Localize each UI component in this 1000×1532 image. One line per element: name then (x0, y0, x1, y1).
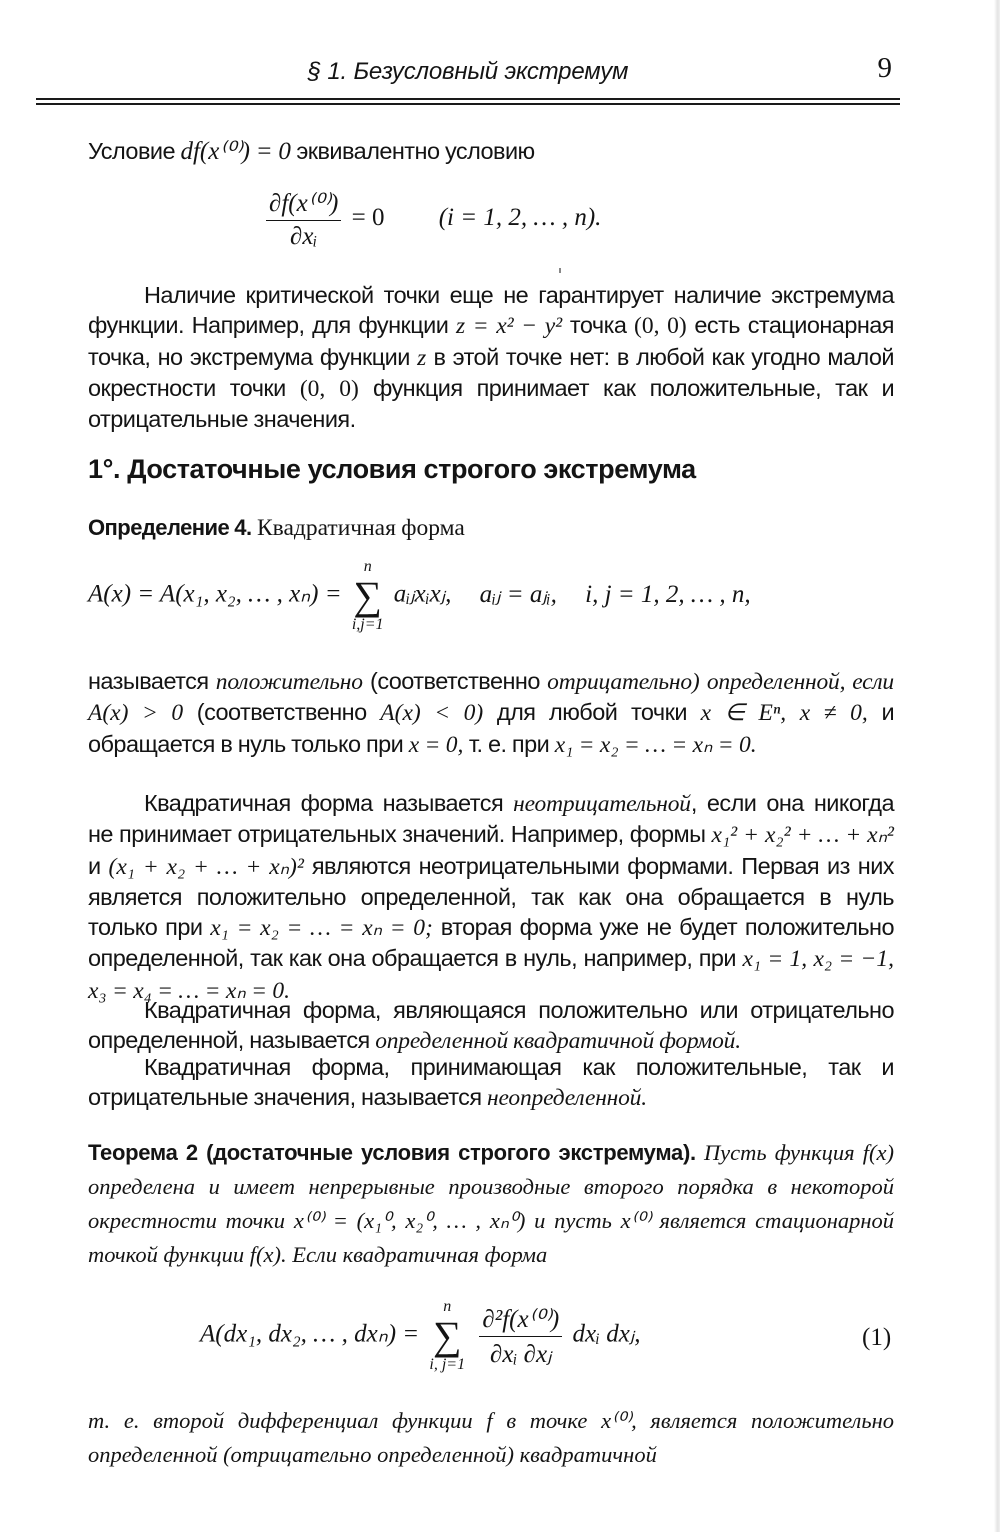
header-rule-top (36, 98, 900, 100)
numerator: ∂²f(x⁽⁰⁾) (482, 1305, 560, 1333)
emphasis: определенной, если (706, 669, 894, 695)
text: и пусть (534, 1208, 612, 1233)
math: z (417, 344, 427, 371)
theorem-continuation (88, 1404, 894, 1472)
text: функция принимает как положительные, так и отрицательные значения. (88, 374, 895, 433)
intro-line (88, 136, 894, 167)
text: в точке (506, 1408, 588, 1433)
text: Квадратичная форма, принимающая как положительные, так и отрицательные значения, называется (88, 1054, 894, 1111)
math: f(x). (249, 1242, 287, 1267)
text: вторая форма уже не будет положительно определенной, так как она обращается в нуль, например, при (88, 914, 895, 972)
sum-operator (429, 1298, 465, 1374)
section-title: § 1. Безусловный экстремум (307, 58, 629, 85)
math: x₁ = x₂ = … = xₙ = 0. (554, 731, 757, 758)
equals-zero: = 0 (351, 204, 385, 232)
formula-second-differential (200, 1298, 640, 1374)
paragraph-nonnegative (88, 788, 894, 1006)
summand: aᵢⱼxᵢxⱼ, (393, 580, 452, 608)
math: x₁² + x₂² + … + xₙ² (711, 822, 894, 849)
math: f(x) (862, 1140, 895, 1165)
emphasis: положительно (215, 669, 363, 695)
page-edge-shadow (994, 0, 1000, 1532)
text: , если она никогда не принимает отрицательных значений. Например, формы (88, 790, 894, 848)
denominator: ∂xᵢ (266, 220, 341, 251)
math: (0, 0) (634, 313, 687, 340)
lhs: A(x) = A(x₁, x₂, … , xₙ) = (88, 580, 342, 608)
text: (соответственно (196, 699, 367, 726)
math: A(x) < 0) (380, 700, 484, 727)
fraction (479, 1304, 562, 1369)
text: Если квадратичная форма (292, 1242, 548, 1267)
text: в этой точке нет: в любой как угодно малой окрестности точки (88, 343, 895, 401)
text: и (88, 852, 101, 879)
index-range: (i = 1, 2, … , n). (438, 204, 602, 232)
sigma-symbol: ∑ (353, 573, 382, 618)
math: (x₁ + x₂ + … + xₙ)² (108, 853, 304, 880)
text: т. е. при (468, 730, 550, 757)
math: f (486, 1408, 493, 1433)
definition-text: Квадратичная форма (257, 515, 465, 541)
theorem-2 (88, 1136, 894, 1272)
text: Квадратичная форма, являющаяся положительно или отрицательно определенной, называется (88, 997, 894, 1054)
text: (соответственно (370, 668, 540, 694)
theorem-label: Теорема 2 (достаточные условия строгого экстремума). (88, 1140, 696, 1165)
header-rule-bottom (36, 103, 900, 105)
sum-operator (352, 558, 384, 634)
intro-math: df(x⁽⁰⁾) = 0 (180, 138, 291, 165)
text: Наличие критической точки еще не гарантирует наличие экстремума функции. Например, для функции (88, 282, 894, 339)
differentials: dxᵢ dxⱼ, (572, 1320, 641, 1348)
math: x₁ = x₂ = … = xₙ = 0; (210, 915, 433, 942)
text: и обращается в нуль только при (88, 699, 895, 757)
formula-quadratic-form (88, 558, 751, 634)
page-number: 9 (877, 52, 892, 84)
formula-partial-derivative (262, 188, 601, 251)
sum-upper: n (443, 1298, 452, 1315)
text: Пусть функция (703, 1140, 855, 1165)
fraction (266, 188, 341, 251)
symmetry-condition: aᵢⱼ = aⱼᵢ, (479, 580, 557, 608)
text: для любой точки (496, 699, 687, 726)
text: Квадратичная форма называется (144, 790, 504, 816)
text: называется (88, 668, 209, 694)
sum-upper: n (363, 558, 372, 575)
lhs: A(dx₁, dx₂, … , dxₙ) = (200, 1320, 420, 1348)
math: x ∈ Eⁿ, x ≠ 0, (700, 700, 868, 727)
math: A(x) > 0 (88, 700, 184, 727)
running-head (36, 52, 900, 98)
emphasis: отрицательно) (547, 669, 700, 695)
intro-prefix: Условие (88, 138, 175, 164)
math: z = x² − y² (456, 313, 563, 340)
equation-number: (1) (862, 1324, 892, 1351)
text: есть стационарная точка, но экстремума функции (88, 312, 894, 370)
sum-lower: i,j=1 (351, 616, 384, 633)
denominator: ∂xᵢ ∂xⱼ (479, 1336, 562, 1369)
emphasis: неотрицательной (513, 791, 691, 817)
math: x⁽⁰⁾ (620, 1208, 651, 1233)
text: являются неотрицательными формами. Первая из них является положительно определенной, так как она обращается в нуль только при (88, 852, 894, 941)
math: x⁽⁰⁾ (601, 1408, 632, 1433)
paragraph-definite-form (88, 995, 894, 1057)
index-range: i, j = 1, 2, … , n, (585, 580, 751, 608)
text: т. е. второй дифференциал функции (88, 1408, 473, 1433)
math: x = 0, (408, 731, 464, 758)
numerator: ∂f(x⁽⁰⁾) (269, 190, 339, 217)
text: точка (569, 312, 627, 339)
text: является стационарной точкой функции (88, 1208, 895, 1267)
text: , является положительно определенной (отрицательно определенной) квадратичной (88, 1408, 895, 1467)
paragraph-definite (88, 666, 894, 760)
math: x⁽⁰⁾ = (x₁⁰, x₂⁰, … , xₙ⁰) (293, 1208, 526, 1233)
definition-4 (88, 512, 894, 543)
paragraph-critical-point (88, 280, 894, 434)
section-heading: 1°. Достаточные условия строгого экстремума (88, 454, 696, 484)
emphasis: определенной квадратичной формой. (375, 1028, 741, 1055)
sum-lower: i, j=1 (429, 1356, 466, 1373)
math: x₁ = 1, x₂ = −1, x₃ = x₄ = … = xₙ = 0. (88, 946, 894, 1004)
scan-artifact (559, 268, 561, 273)
math: (0, 0) (299, 375, 359, 402)
definition-label: Определение 4. (88, 515, 252, 540)
text: определена и имеет непрерывные производные второго порядка в некоторой окрестности точки (88, 1174, 894, 1233)
paragraph-indefinite (88, 1052, 894, 1114)
sigma-symbol: ∑ (432, 1313, 462, 1358)
emphasis: неопределенной. (487, 1085, 647, 1112)
intro-suffix: эквивалентно условию (296, 138, 535, 164)
